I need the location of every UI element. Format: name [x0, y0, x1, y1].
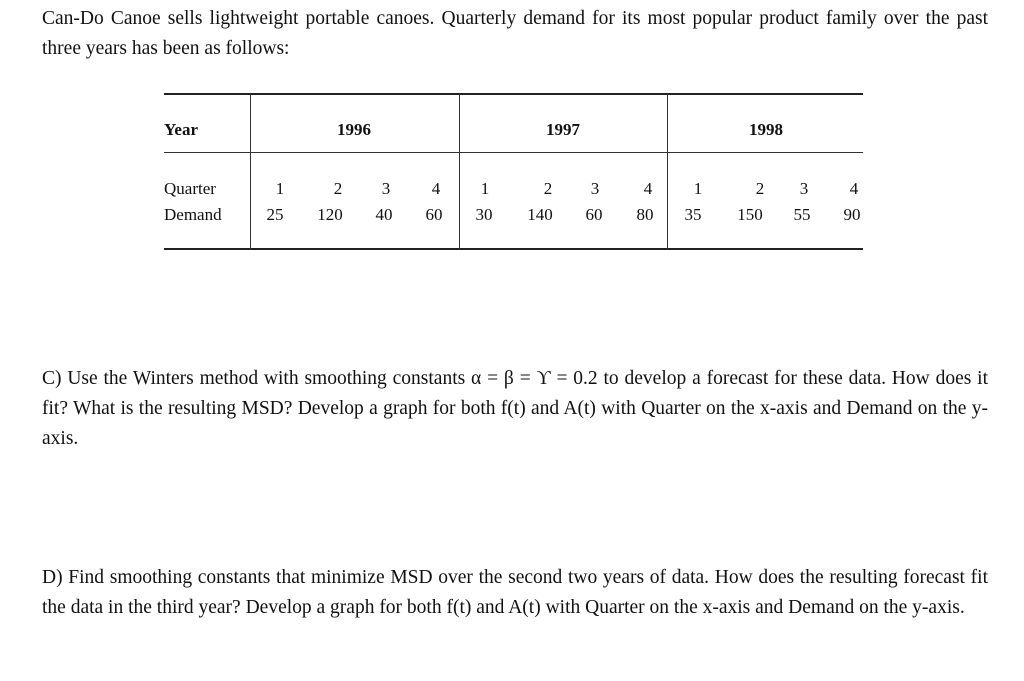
- quarter-cell: 2: [755, 179, 765, 198]
- quarter-cell: 3: [381, 179, 391, 198]
- year-header: Year: [164, 120, 198, 139]
- demand-cell: 60: [425, 205, 443, 224]
- table-divider-label: [250, 93, 251, 250]
- demand-cell: 30: [475, 205, 493, 224]
- intro-paragraph: Can-Do Canoe sells lightweight portable canoes. Quarterly demand for its most popular product family over the past three years has been as follows:: [42, 8, 988, 59]
- demand-table: [164, 93, 863, 251]
- demand-cell: 90: [843, 205, 861, 224]
- demand-cell: 120: [317, 205, 343, 224]
- quarter-cell: 1: [693, 179, 703, 198]
- demand-cell: 25: [266, 205, 284, 224]
- quarter-cell: 2: [543, 179, 553, 198]
- table-divider-1997: [667, 93, 668, 250]
- demand-cell: 55: [793, 205, 811, 224]
- quarter-cell: 1: [480, 179, 490, 198]
- table-bottom-rule: [164, 248, 863, 250]
- quarter-cell: 3: [799, 179, 809, 198]
- quarter-cell: 3: [590, 179, 600, 198]
- question-d: D) Find smoothing constants that minimize MSD over the second two years of data. How does the resulting forecast fit the data in the third year? Develop a graph for both f(t) and A(t) with Quarter on the x-axis and Demand on the y-axis.: [42, 567, 988, 618]
- demand-cell: 35: [684, 205, 702, 224]
- quarter-cell: 1: [275, 179, 285, 198]
- table-divider-1996: [459, 93, 460, 250]
- table-header-rule: [164, 152, 863, 153]
- quarter-cell: 4: [431, 179, 441, 198]
- demand-cell: 150: [737, 205, 763, 224]
- demand-cell: 60: [585, 205, 603, 224]
- year-1998: 1998: [749, 120, 783, 139]
- demand-row-label: Demand: [164, 205, 222, 224]
- demand-cell: 40: [375, 205, 393, 224]
- year-1996: 1996: [337, 120, 371, 139]
- table-top-rule: [164, 93, 863, 95]
- quarter-cell: 4: [643, 179, 653, 198]
- year-1997: 1997: [546, 120, 580, 139]
- quarter-cell: 2: [333, 179, 343, 198]
- demand-cell: 140: [527, 205, 553, 224]
- question-c: C) Use the Winters method with smoothing constants α = β = ϒ = 0.2 to develop a forecast for these data. How does it fit? What is the resulting MSD? Develop a graph for both f(t) and A(t) with Quarter on the x-axis and Demand on the y-axis.: [42, 368, 988, 449]
- demand-cell: 80: [636, 205, 654, 224]
- quarter-row-label: Quarter: [164, 179, 216, 198]
- quarter-cell: 4: [849, 179, 859, 198]
